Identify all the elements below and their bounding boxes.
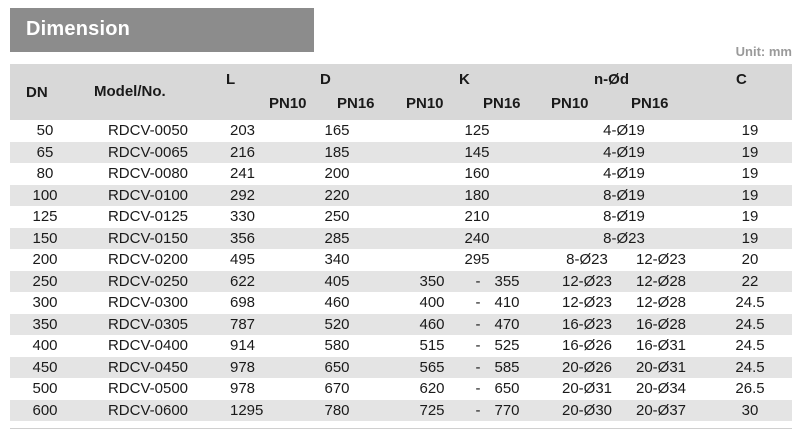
cell-l: 495 <box>230 251 256 268</box>
cell-model: RDCV-0500 <box>107 380 189 397</box>
cell-l: 978 <box>230 380 256 397</box>
cell-k-separator: - <box>475 294 481 311</box>
table-row <box>10 206 792 228</box>
cell-d: 165 <box>324 122 350 139</box>
table-header <box>10 64 792 120</box>
cell-nod-pn16: 12-Ø28 <box>635 294 687 311</box>
cell-dn: 450 <box>32 358 58 376</box>
cell-l: 914 <box>230 337 256 354</box>
cell-k-separator: - <box>475 315 481 333</box>
cell-k-pn10: 725 <box>419 401 445 419</box>
cell-d: 185 <box>324 143 350 161</box>
cell-k: 295 <box>464 251 490 268</box>
header-d-pn16: PN16 <box>337 95 375 112</box>
cell-c: 26.5 <box>735 380 765 397</box>
cell-k-pn10: 350 <box>419 272 445 290</box>
cell-d: 780 <box>324 401 350 419</box>
cell-nod: 8-Ø19 <box>603 208 645 225</box>
cell-k-pn16: 525 <box>494 337 520 354</box>
table-row <box>10 142 792 164</box>
cell-dn: 500 <box>32 380 58 397</box>
cell-model: RDCV-0300 <box>107 294 189 311</box>
cell-d: 200 <box>324 165 350 182</box>
cell-k-pn16: 585 <box>494 358 520 376</box>
cell-model: RDCV-0150 <box>107 229 189 247</box>
cell-d: 285 <box>324 229 350 247</box>
cell-nod-pn10: 12-Ø23 <box>561 294 613 311</box>
cell-k-separator: - <box>475 380 481 397</box>
cell-c: 19 <box>741 165 759 182</box>
header-dn: DN <box>26 84 48 101</box>
cell-c: 24.5 <box>735 315 765 333</box>
cell-nod: 4-Ø19 <box>603 165 645 182</box>
cell-c: 19 <box>741 208 759 225</box>
cell-nod-pn10: 16-Ø23 <box>561 315 613 333</box>
cell-nod-pn10: 8-Ø23 <box>566 251 608 268</box>
cell-k-pn10: 460 <box>419 315 445 333</box>
section-title-bar <box>10 8 314 52</box>
cell-c: 24.5 <box>735 358 765 376</box>
table-row <box>10 314 792 336</box>
table-row <box>10 249 792 271</box>
table-row <box>10 335 792 357</box>
header-k: K <box>459 71 470 88</box>
cell-l: 978 <box>230 358 256 376</box>
cell-c: 24.5 <box>735 337 765 354</box>
cell-dn: 200 <box>32 251 58 268</box>
cell-nod-pn16: 20-Ø34 <box>635 380 687 397</box>
cell-l: 356 <box>230 229 256 247</box>
cell-dn: 50 <box>36 122 54 139</box>
cell-l: 203 <box>230 122 256 139</box>
cell-k-separator: - <box>475 272 481 290</box>
cell-c: 19 <box>741 122 759 139</box>
cell-nod-pn16: 12-Ø23 <box>635 251 687 268</box>
cell-nod: 8-Ø19 <box>603 186 645 204</box>
cell-d: 340 <box>324 251 350 268</box>
cell-d: 405 <box>324 272 350 290</box>
cell-model: RDCV-0065 <box>107 143 189 161</box>
table-bottom-border <box>10 428 792 429</box>
cell-k-separator: - <box>475 401 481 419</box>
table-row <box>10 378 792 400</box>
cell-l: 241 <box>230 165 256 182</box>
cell-nod: 4-Ø19 <box>603 122 645 139</box>
cell-k-pn16: 650 <box>494 380 520 397</box>
cell-l: 330 <box>230 208 256 225</box>
table-row <box>10 163 792 185</box>
cell-dn: 100 <box>32 186 58 204</box>
cell-k-pn10: 515 <box>419 337 445 354</box>
cell-l: 698 <box>230 294 256 311</box>
cell-dn: 125 <box>32 208 58 225</box>
cell-dn: 150 <box>32 229 58 247</box>
table-row <box>10 185 792 207</box>
table-body <box>10 120 792 421</box>
cell-nod-pn16: 16-Ø28 <box>635 315 687 333</box>
cell-nod: 8-Ø23 <box>603 229 645 247</box>
cell-d: 520 <box>324 315 350 333</box>
cell-l: 622 <box>230 272 256 290</box>
cell-l: 1295 <box>230 401 264 419</box>
cell-nod-pn10: 20-Ø26 <box>561 358 613 376</box>
cell-dn: 400 <box>32 337 58 354</box>
cell-k-pn10: 400 <box>419 294 445 311</box>
table-row <box>10 292 792 314</box>
cell-k-separator: - <box>475 358 481 376</box>
cell-k-pn10: 565 <box>419 358 445 376</box>
cell-c: 19 <box>741 186 759 204</box>
cell-c: 30 <box>741 401 759 419</box>
header-d-pn10: PN10 <box>269 95 307 112</box>
header-l: L <box>226 71 236 88</box>
cell-c: 20 <box>741 251 759 268</box>
unit-label: Unit: mm <box>735 44 792 59</box>
cell-k: 210 <box>464 208 490 225</box>
cell-d: 670 <box>324 380 350 397</box>
cell-l: 216 <box>230 143 256 161</box>
cell-k: 125 <box>464 122 490 139</box>
cell-dn: 80 <box>36 165 54 182</box>
cell-d: 250 <box>324 208 350 225</box>
cell-k-pn10: 620 <box>419 380 445 397</box>
cell-k-pn16: 470 <box>494 315 520 333</box>
cell-c: 19 <box>741 229 759 247</box>
cell-model: RDCV-0600 <box>107 401 189 419</box>
cell-nod-pn16: 20-Ø31 <box>635 358 687 376</box>
header-model: Model/No. <box>94 83 166 100</box>
cell-k: 160 <box>464 165 490 182</box>
table-row <box>10 120 792 142</box>
cell-d: 220 <box>324 186 350 204</box>
cell-model: RDCV-0305 <box>107 315 189 333</box>
cell-nod-pn10: 20-Ø31 <box>561 380 613 397</box>
cell-d: 460 <box>324 294 350 311</box>
cell-k: 180 <box>464 186 490 204</box>
table-row <box>10 400 792 422</box>
cell-nod-pn16: 12-Ø28 <box>635 272 687 290</box>
cell-k-pn16: 770 <box>494 401 520 419</box>
cell-model: RDCV-0080 <box>107 165 189 182</box>
cell-l: 292 <box>230 186 256 204</box>
cell-model: RDCV-0125 <box>107 208 189 225</box>
cell-model: RDCV-0450 <box>107 358 189 376</box>
header-k-pn16: PN16 <box>483 95 521 112</box>
header-d: D <box>320 71 331 88</box>
cell-model: RDCV-0200 <box>107 251 189 268</box>
table-row <box>10 357 792 379</box>
cell-k-pn16: 410 <box>494 294 520 311</box>
cell-model: RDCV-0250 <box>107 272 189 290</box>
cell-l: 787 <box>230 315 256 333</box>
header-nod: n-Ød <box>594 71 629 88</box>
section-title: Dimension <box>26 18 131 40</box>
header-nod-pn10: PN10 <box>551 95 589 112</box>
cell-k-separator: - <box>475 337 481 354</box>
cell-model: RDCV-0400 <box>107 337 189 354</box>
cell-nod-pn16: 20-Ø37 <box>635 401 687 419</box>
cell-nod-pn10: 20-Ø30 <box>561 401 613 419</box>
cell-model: RDCV-0050 <box>107 122 189 139</box>
header-c: C <box>736 71 747 88</box>
cell-model: RDCV-0100 <box>107 186 189 204</box>
cell-c: 24.5 <box>735 294 765 311</box>
header-k-pn10: PN10 <box>406 95 444 112</box>
cell-c: 22 <box>741 272 759 290</box>
table-row <box>10 228 792 250</box>
header-nod-pn16: PN16 <box>631 95 669 112</box>
cell-dn: 600 <box>32 401 58 419</box>
cell-nod: 4-Ø19 <box>603 143 645 161</box>
cell-k: 240 <box>464 229 490 247</box>
cell-k: 145 <box>464 143 490 161</box>
cell-dn: 300 <box>32 294 58 311</box>
table-row <box>10 271 792 293</box>
cell-nod-pn10: 12-Ø23 <box>561 272 613 290</box>
cell-dn: 250 <box>32 272 58 290</box>
cell-d: 650 <box>324 358 350 376</box>
cell-nod-pn16: 16-Ø31 <box>635 337 687 354</box>
cell-k-pn16: 355 <box>494 272 520 290</box>
cell-nod-pn10: 16-Ø26 <box>561 337 613 354</box>
cell-c: 19 <box>741 143 759 161</box>
cell-dn: 350 <box>32 315 58 333</box>
cell-dn: 65 <box>36 143 54 161</box>
cell-d: 580 <box>324 337 350 354</box>
